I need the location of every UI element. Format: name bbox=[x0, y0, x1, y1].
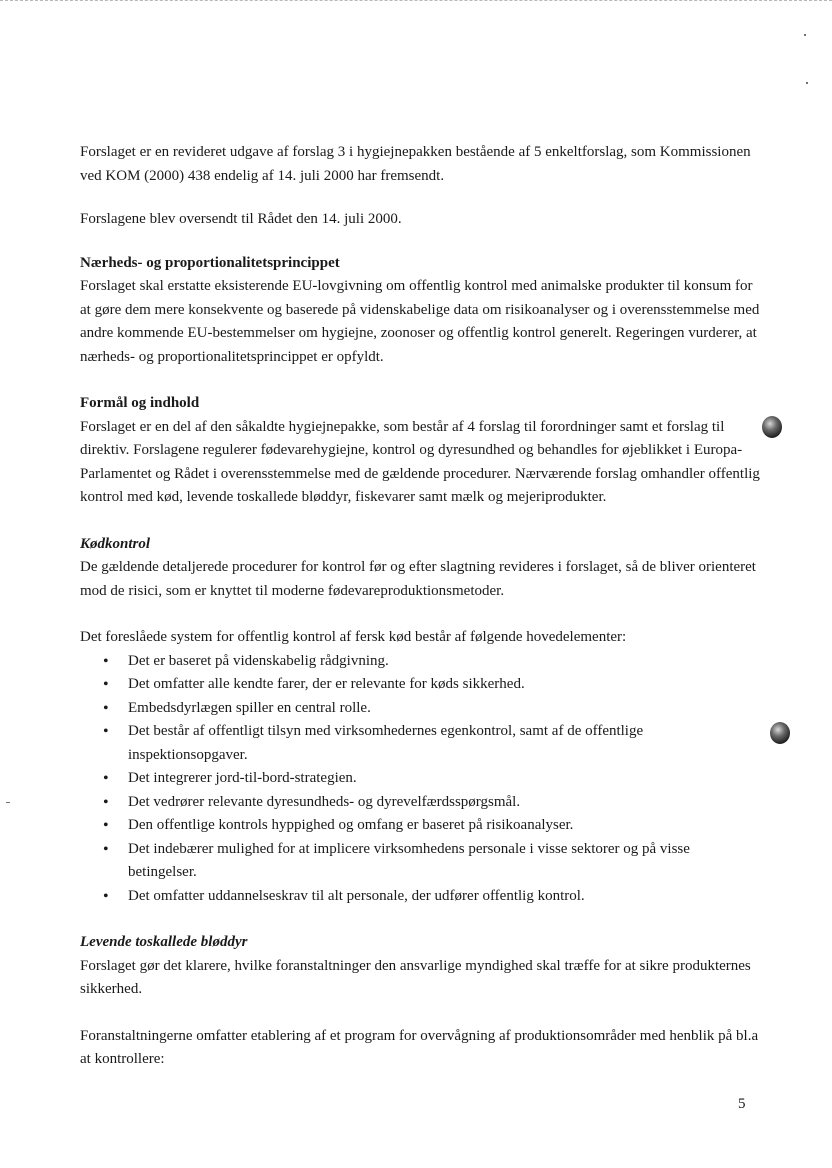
list-item: • Det omfatter uddannelseskrav til alt personale, der udfører offentlig kontrol. bbox=[128, 885, 760, 909]
document-body bbox=[80, 141, 760, 1072]
molluscs-text: Forslaget gør det klarere, hvilke foranstaltninger den ansvarlige myndighed skal træffe for at sikre produkternes sikkerhed. bbox=[80, 957, 751, 997]
punch-hole-lower bbox=[770, 722, 790, 744]
section-heading-molluscs: Levende toskallede bløddyr bbox=[80, 934, 248, 950]
molluscs-measures-text: Foranstaltningerne omfatter etablering af et program for overvågning af produktionsområder med henblik på bl.a at kontrollere: bbox=[80, 1027, 759, 1067]
meat-list-intro: Det foreslåede system for offentlig kontrol af fersk kød består af følgende hovedelementer: bbox=[80, 629, 627, 645]
list-item: • Det omfatter alle kendte farer, der er relevante for køds sikkerhed. bbox=[128, 673, 760, 697]
page-number: 5 bbox=[738, 1096, 746, 1112]
intro-paragraph: Forslaget er en revideret udgave af forslag 3 i hygiejnepakken bestående af 5 enkeltforslag, som Kommissionen ved KOM (2000) 438 endelig af 14. juli 2000 har fremsendt. bbox=[80, 144, 751, 184]
purpose-text: Forslaget er en del af den såkaldte hygiejnepakke, som består af 4 forslag til forordninger samt et forslag til direktiv. Forslagene regulerer fødevarehygiejne, kontrol og dyresundhed og behandles for øjeblikket i Europa-Parlamentet og Rådet i overensstemmelse med de gældende procedurer. Nærværende forslag omhandler offentlig kontrol med kød, levende toskallede bløddyr, fiskevarer samt mælk og mejeriprodukter. bbox=[80, 418, 760, 505]
section-heading-purpose: Formål og indhold bbox=[80, 395, 200, 411]
list-item: • Den offentlige kontrols hyppighed og omfang er baseret på risikoanalyser. bbox=[128, 814, 760, 838]
meat-bullet-list bbox=[80, 650, 760, 909]
meat-control-text: De gældende detaljerede procedurer for kontrol før og efter slagtning revideres i forslaget, så de bliver orienteret mod de risici, som er knyttet til moderne fødevareproduktionsmetoder. bbox=[80, 559, 756, 599]
punch-hole-upper bbox=[762, 416, 782, 438]
subsidiarity-text: Forslaget skal erstatte eksisterende EU-lovgivning om offentlig kontrol med animalske produkter til konsum for at gøre dem mere konsekvente og baserede på videnskabelige data om risikoanalyser og i overensstemmelse med andre kommende EU-bestemmelser om hygiejne, zoonoser og offentlig kontrol generelt. Regeringen vurderer, at nærheds- og proportionalitetsprincippet er opfyldt. bbox=[80, 278, 760, 365]
intro-paragraph-2: Forslagene blev oversendt til Rådet den 14. juli 2000. bbox=[80, 211, 402, 227]
list-item: • Det er baseret på videnskabelig rådgivning. bbox=[128, 650, 760, 674]
list-item: • Det integrerer jord-til-bord-strategien. bbox=[128, 767, 760, 791]
top-scan-edge bbox=[0, 0, 832, 3]
scan-speck bbox=[804, 34, 806, 36]
left-margin-mark bbox=[6, 802, 10, 803]
section-heading-meat-control: Kødkontrol bbox=[80, 535, 151, 552]
section-heading-subsidiarity: Nærheds- og proportionalitetsprincippet bbox=[80, 254, 340, 271]
list-item: • Det består af offentligt tilsyn med virksomhedernes egenkontrol, samt af de offentlige inspektionsopgaver. bbox=[128, 720, 760, 767]
list-item: • Embedsdyrlægen spiller en central rolle. bbox=[128, 697, 760, 721]
list-item: • Det indebærer mulighed for at implicere virksomhedens personale i visse sektorer og på visse betingelser. bbox=[128, 838, 760, 885]
list-item: • Det vedrører relevante dyresundheds- og dyrevelfærdsspørgsmål. bbox=[128, 791, 760, 815]
scan-speck bbox=[806, 82, 808, 84]
